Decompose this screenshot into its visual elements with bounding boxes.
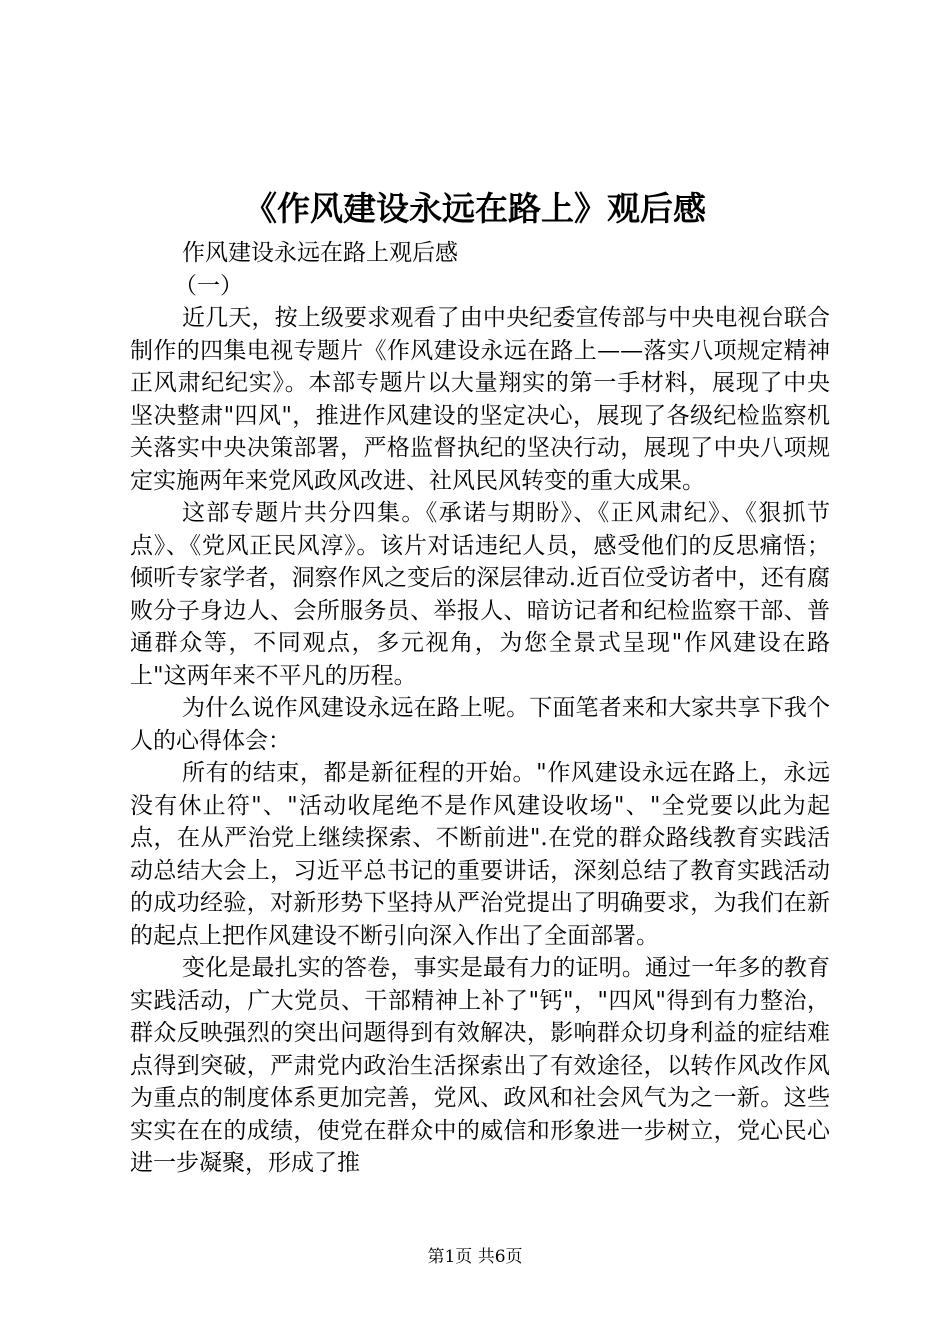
paragraph-2: 这部专题片共分四集。《承诺与期盼》、《正风肃纪》、《狠抓节点》、《党风正民风淳》。该片对话违纪人员，感受他们的反思痛悟；倾听专家学者，洞察作风之变后的深层律动.近百位受访者中，还有腐败分子身边人、会所服务员、举报人、暗访记者和纪检监察干部、普通群众等，不同观点，多元视角，为您全景式呈现"作风建设在路上"这两年来不平凡的历程。 — [130, 500, 830, 689]
section-number: （一） — [174, 272, 243, 299]
paragraph-3: 为什么说作风建设永远在路上呢。下面笔者来和大家共享下我个人的心得体会： — [130, 695, 830, 754]
document-body — [130, 237, 830, 1180]
paragraph-5: 变化是最扎实的答卷，事实是最有力的证明。通过一年多的教育实践活动，广大党员、干部精神上补了"钙"，"四风"得到有力整治，群众反映强烈的突出问题得到有效解决，影响群众切身利益的症结难点得到突破，严肃党内政治生活探索出了有效途径，以转作风改作风为重点的制度体系更加完善，党风、政风和社会风气为之一新。这些实实在在的成绩，使党在群众中的威信和形象进一步树立，党心民心进一步凝聚，形成了推 — [130, 955, 830, 1176]
paragraph-4: 所有的结束，都是新征程的开始。"作风建设永远在路上，永远没有休止符"、"活动收尾绝不是作风建设收场"、"全党要以此为起点，在从严治党上继续探索、不断前进".在党的群众路线教育实践活动总结大会上，习近平总书记的重要讲话，深刻总结了教育实践活动的成功经验，对新形势下坚持从严治党提出了明确要求，为我们在新的起点上把作风建设不断引向深入作出了全面部署。 — [130, 760, 830, 949]
paragraph-1: 近几天，按上级要求观看了由中央纪委宣传部与中央电视台联合制作的四集电视专题片《作风建设永远在路上——落实八项规定精神正风肃纪纪实》。本部专题片以大量翔实的第一手材料，展现了中央坚决整肃"四风"，推进作风建设的坚定决心，展现了各级纪检监察机关落实中央决策部署，严格监督执纪的坚决行动，展现了中央八项规定实施两年来党风政风改进、社风民风转变的重大成果。 — [130, 305, 830, 494]
document-subtitle: 作风建设永远在路上观后感 — [182, 240, 458, 266]
document-title: 《作风建设永远在路上》观后感 — [244, 189, 706, 228]
page-footer: 第1页 共6页 — [427, 1247, 523, 1267]
